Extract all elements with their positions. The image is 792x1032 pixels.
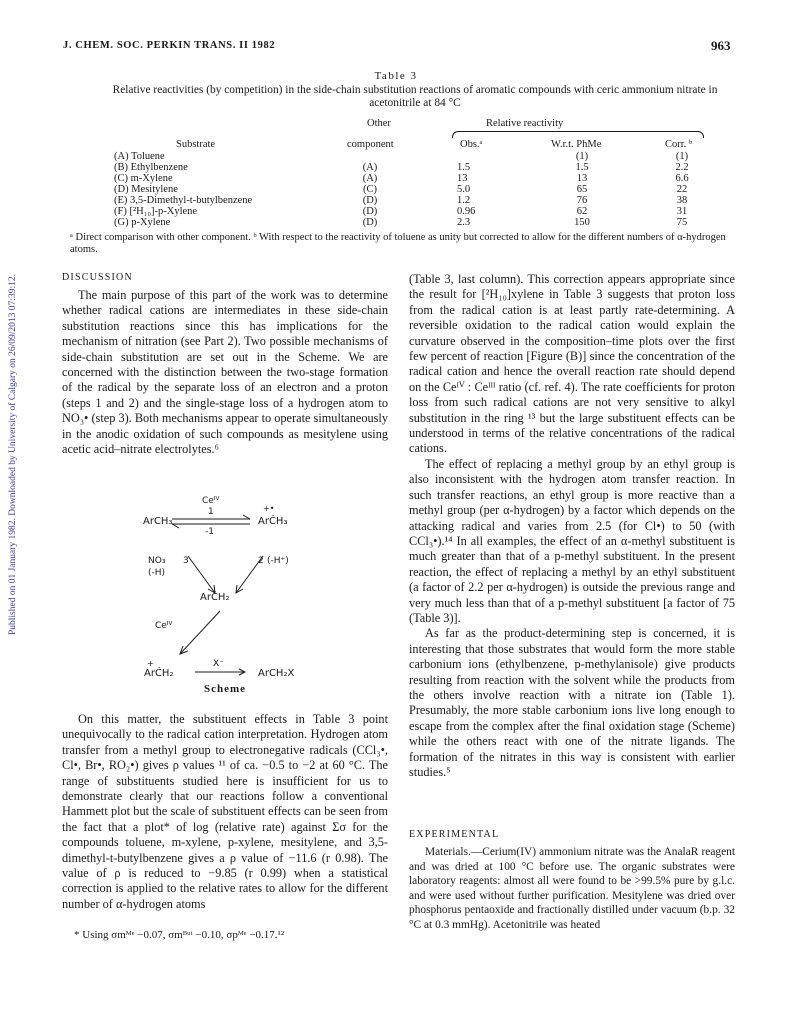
discussion-heading: DISCUSSION [62, 272, 133, 283]
paragraph: Materials.—Cerium(IV) ammonium nitrate was the AnalaR reagent and was dried at 100 °C before use. The organic substrates were laboratory reagents: almost all were found to be >99.5% pure by g.l.c. and were used without further purification. Mesitylene was dried over phosphorus pentaoxide and fractionally distilled under vacuum (b.p. 32 °C at 0.3 mmHg). Acetonitrile was heated [409, 846, 735, 931]
paragraph: The effect of replacing a methyl group by an ethyl group is also inconsistent with the hydrogen atom transfer reaction. In such transfer reactions, an ethyl group is more reactive than a methyl group (per α-hydrogen) by a factor which depends on the attacking radical and varies from 2.5 (for Cl•) to 50 (with CCl₃•).¹⁴ In all examples, the effect of an α-methyl substituent is much greater than that of a p-methyl substituent. In the present reaction, the effect of replacing a methyl by an ethyl substituent (a factor of 2.2 per α-hydrogen) is outside the previous range and very much less than that of a p-methyl substituent [a factor of 75 (Table 3)]. [409, 456, 735, 625]
page-number: 963 [711, 38, 731, 53]
scheme-arrows [100, 496, 360, 701]
header-corr: Corr. ᵇ [665, 139, 693, 150]
experimental-text [409, 845, 735, 933]
step-3: 3 [183, 556, 189, 566]
arch3-right: ArĊH₃ [258, 516, 288, 527]
left-footnote: * Using σmᴹᵉ −0.07, σmᴮᵘᵗ −0.10, σpᴹᵉ −0.17.¹² [74, 929, 285, 941]
table-row: (A) Toluene (1) (1) [114, 151, 689, 162]
ce4-label-2: Ceᴵⱽ [155, 621, 173, 631]
header-brace [452, 131, 704, 138]
radical-cation-mark: +• [263, 504, 275, 513]
reaction-scheme [100, 496, 360, 701]
header-substrate: Substrate [176, 139, 216, 150]
header-obs: Obs.ᵃ [460, 139, 483, 150]
header-component: component [347, 139, 394, 150]
x-minus-label: X⁻ [213, 659, 224, 669]
table-caption: Relative reactivities (by competition) in the side-chain substitution reactions of aromatic compounds with ceric ammonium nitrate in acetonitrile at 84 °C [112, 84, 718, 109]
paragraph: The main purpose of this part of the work was to determine whether radical cations are intermediates in these side-chain substitution reactions since this has implications for the mechanism of nitration (see Part 2). Two possible mechanisms of side-chain substitution are set out in the Scheme. We are concerned with the distinction between the two-stage formation of the radical by the separate loss of an electron and a proton (steps 1 and 2) and the single-stage loss of a hydrogen atom to NO₃• (step 3). Both mechanisms appear to operate simultaneously in the anodic oxidation of such compounds as mesitylene using acetic acid–nitrate electrolytes.⁶ [62, 288, 388, 457]
header-relative-reactivity: Relative reactivity [486, 118, 564, 129]
paragraph: As far as the product-determining step is concerned, it is interesting that those substrates that would form the more stable carbonium ions (ethylbenzene, p-methylanisole) give products resulting from reaction with the solvent while the products from the others involve reaction with a nitrate ion (Table 1). Presumably, the more stable carbonium ions live long enough to escape from the complex after the final oxidation stage (Scheme) while the others react with one of the nitrate ligands. The formation of the nitrates in this way is consistent with earlier studies.⁵ [409, 626, 735, 779]
publication-sidebar: Published on 01 January 1982. Downloaded by University of Calgary on 26/09/2013 07:39:12. [8, 274, 18, 635]
table-row: (E) 3,5-Dimethyl-t-butylbenzene (D) 1.2 76 38 [114, 195, 688, 206]
no3-label: NO₃ [148, 556, 166, 566]
step-1: 1 [208, 507, 214, 517]
table-row: (D) Mesitylene (C) 5.0 65 22 [114, 184, 688, 195]
arch2-radical: ArĊH₂ [200, 592, 230, 603]
right-column-text [409, 272, 735, 780]
step-minus-1: -1 [205, 527, 214, 537]
minus-hplus-label: (-H⁺) [267, 556, 289, 566]
arch2-cation: ArĊH₂ [144, 668, 174, 679]
table-row: (C) m-Xylene (A) 13 13 6.6 [114, 173, 689, 184]
step-2: 2 [258, 556, 264, 566]
paragraph: On this matter, the substituent effects in Table 3 point unequivocally to the radical cation interpretation. Hydrogen atom transfer from a methyl group to electronegative radicals (CCl₃•, Cl•, Br•, RO₂•) gives ρ values ¹¹ of ca. −0.5 to −2 at 60 °C. The range of substituents studied here is insufficient for us to demonstrate clearly that our reactions follow a conventional Hammett plot but the scale of substituent effects can be seen from the fact that a plot* of log (relative rate) against Σσ for the compounds toluene, m-xylene, p-xylene, mesitylene, and 3,5-dimethyl-t-butylbenzene gives a ρ value of −11.6 (r 0.98). The value of ρ is reduced to −9.85 (r 0.99) when a statistical correction is applied to the relative rates to allow for the different number of α-hydrogen atoms [62, 712, 388, 911]
table-title: Table 3 [374, 70, 418, 82]
arch3-left: ArCH₃ [143, 516, 173, 527]
cation-mark: + [147, 659, 154, 668]
minus-h-label: (-H) [148, 568, 166, 578]
paragraph: (Table 3, last column). This correction appears appropriate since the result for [²H₁₀]xylene in Table 3 suggests that proton loss from the radical cation is at least partly rate-determining. A reversible oxidation to the radical cation would explain the curvature observed in the composition–time plots over the first few percent of reaction [Figure (B)] since the concentration of the radical cation and hence the overall reaction rate should depend on the Ceᴵⱽ : Ceᴵᴵᴵ ratio (cf. ref. 4). The rate coefficients for proton loss from such radical cations are not very sensitive to alkyl substitution in the ring ¹³ but the large substituent effects can be understood in terms of the relative concentrations of the radical cations. [409, 272, 735, 456]
table-footnote: ᵃ Direct comparison with other component. ᵇ With respect to the reactivity of toluene as unity but corrected to allow for the different numbers of α-hydrogen atoms. [70, 232, 726, 255]
experimental-heading: EXPERIMENTAL [409, 829, 500, 840]
reactivity-table [114, 118, 714, 233]
discussion-text-1 [62, 288, 388, 457]
journal-header: J. CHEM. SOC. PERKIN TRANS. II 1982 [63, 40, 276, 51]
header-other: Other [367, 118, 391, 129]
table-row: (B) Ethylbenzene (A) 1.5 1.5 2.2 [114, 162, 689, 173]
arch2x-product: ArCH₂X [258, 668, 295, 679]
scheme-caption: Scheme [203, 683, 247, 695]
table-row: (F) [²H₁₀]-p-Xylene (D) 0.96 62 31 [114, 206, 688, 217]
ce4-label: Ceᴵⱽ [202, 496, 220, 506]
discussion-text-2 [62, 712, 388, 912]
header-wrt-phme: W.r.t. PhMe [551, 139, 602, 150]
table-row: (G) p-Xylene (D) 2.3 150 75 [114, 217, 688, 228]
